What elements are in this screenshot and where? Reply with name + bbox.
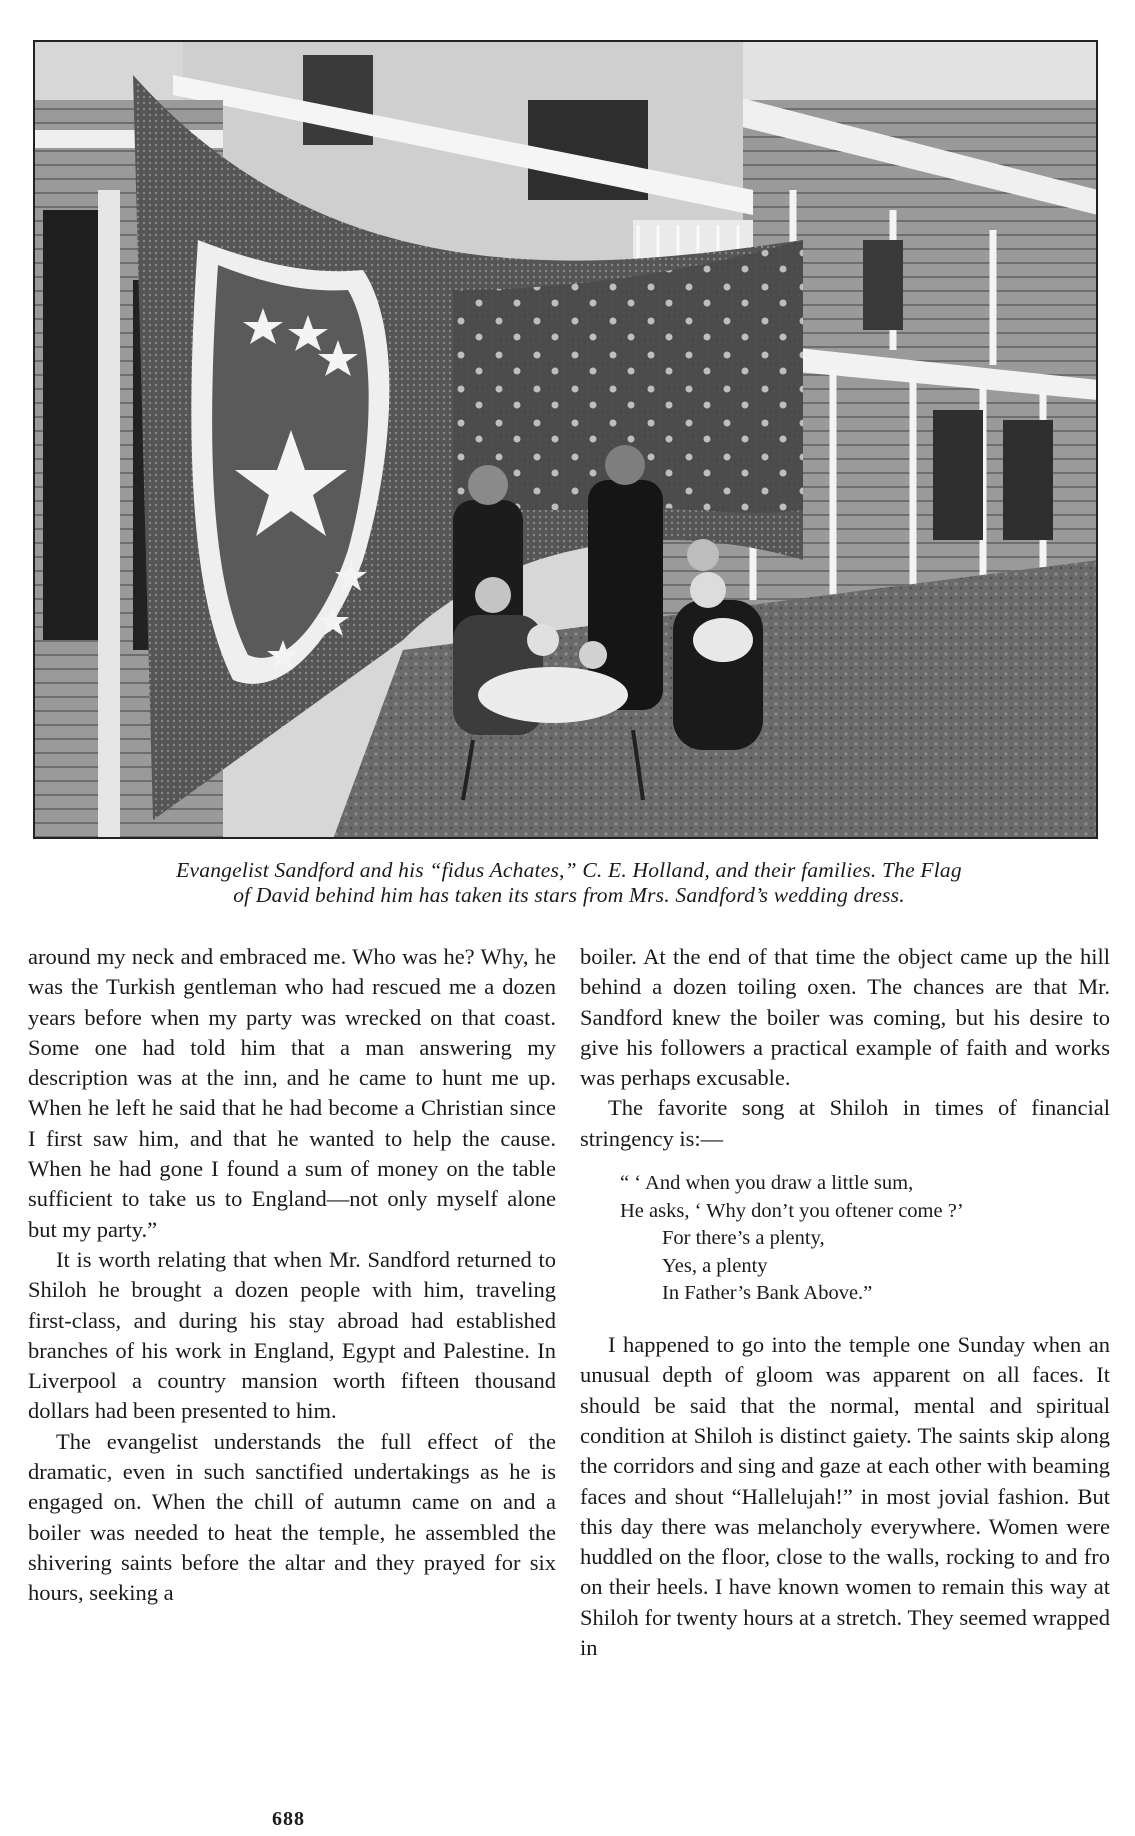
page-number: 688 [272,1808,305,1830]
left-paragraph-1: around my neck and embraced me. Who was he? Why, he was the Turkish gentleman who had rescued me a dozen years before when my party was wrecked on that coast. Some one had told him that a man answering my description was at the inn, and he came to hunt me up. When he left he said that he had become a Christian since I first saw him, and that he wanted to help the cause. When he had gone I found a sum of money on the table sufficient to take us to England—not only myself alone but my party.” [28,944,556,1242]
photo-illustration [33,40,1098,839]
verse-line-1: “ ‘ And when you draw a little sum, [620,1172,914,1195]
verse-line-5: In Father’s Bank Above.” [662,1282,873,1305]
caption-line-1: Evangelist Sandford and his “fidus Achates,” C. E. Holland, and their families. The Flag [176,858,962,882]
photograph [33,40,1098,839]
right-paragraph-2: The favorite song at Shiloh in times of financial stringency is:— [580,1095,1110,1151]
right-paragraph-3: I happened to go into the temple one Sunday when an unusual depth of gloom was apparent on all faces. It should be said that the normal, mental and spiritual condition at Shiloh is distinct gaiety. The saints skip along the corridors and sing and gaze at each other with beaming faces and shout “Hallelujah!” in most jovial fashion. But this day there was melancholy everywhere. Women were huddled on the floor, close to the walls, rocking to and fro on their heels. I have known women to remain this way at Shiloh for twenty hours at a stretch. They seemed wrapped in [580,1332,1110,1661]
song-verse [620,1170,1110,1308]
right-paragraph-1: boiler. At the end of that time the object came up the hill behind a dozen toiling oxen. The chances are that Mr. Sandford knew the boiler was coming, but his desire to give his followers a practical example of faith and works was perhaps excusable. [580,944,1110,1091]
verse-line-3: For there’s a plenty, [662,1227,825,1250]
verse-line-4: Yes, a plenty [662,1254,768,1277]
photo-caption [24,858,1114,908]
caption-line-2: of David behind him has taken its stars from Mrs. Sandford’s wedding dress. [233,883,905,907]
left-column [28,942,556,1609]
left-paragraph-3: The evangelist understands the full effect of the dramatic, even in such sanctified undertakings as he is engaged on. When the chill of autumn came on and a boiler was needed to heat the temple, he assembled the shivering saints before the altar and they prayed for six hours, seeking a [28,1428,556,1606]
verse-line-2: He asks, ‘ Why don’t you oftener come ?’ [620,1199,964,1222]
right-column [580,942,1110,1663]
left-paragraph-2: It is worth relating that when Mr. Sandford returned to Shiloh he brought a dozen people with him, traveling first-class, and during his stay abroad had established branches of his work in England, Egypt and Palestine. In Liverpool a country mansion worth fifteen thousand dollars had been presented to him. [28,1246,556,1424]
